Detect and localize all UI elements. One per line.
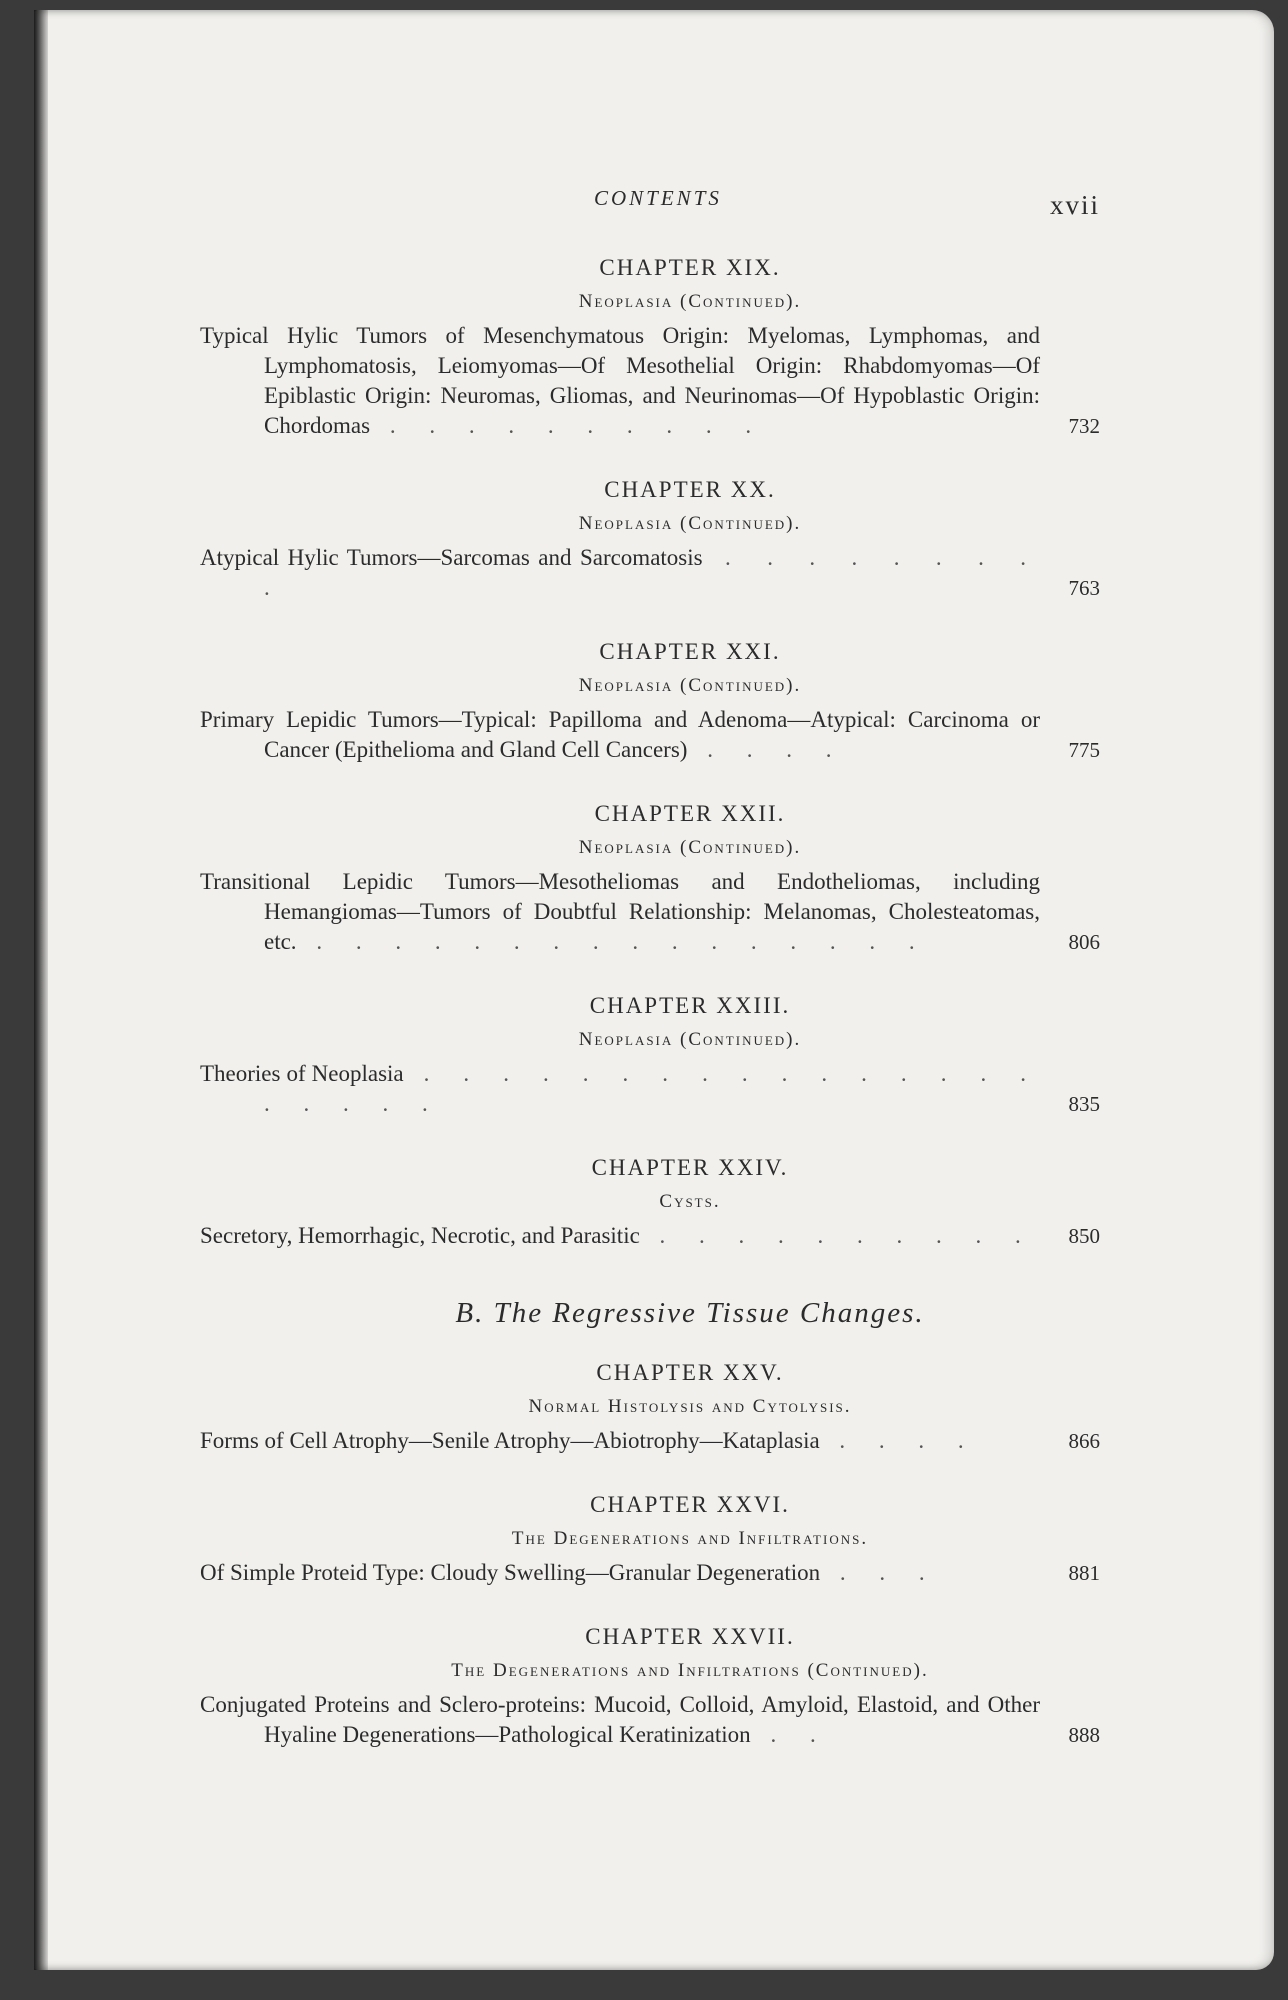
entry-text: Secretory, Hemorrhagic, Necrotic, and Parasitic <box>200 1223 640 1248</box>
chapter-subtitle: Neoplasia (Continued). <box>578 513 802 534</box>
entry-page-number: 881 <box>1068 1561 1100 1585</box>
section-heading: B. The Regressive Tissue Changes. <box>455 1297 925 1329</box>
contents-entry: Conjugated Proteins and Sclero-proteins: Mucoid, Colloid, Amyloid, Elastoid, and Other Hyaline Degenerations—Pathological Keratinization . . 888 <box>200 1690 1100 1750</box>
chapter-xx <box>200 477 1100 603</box>
entry-page-number: 775 <box>1068 738 1100 762</box>
chapter-heading: CHAPTER XIX. <box>599 255 781 280</box>
entry-text: Forms of Cell Atrophy—Senile Atrophy—Abiotrophy—Kataplasia <box>200 1428 820 1453</box>
chapter-heading: CHAPTER XXVI. <box>590 1492 790 1517</box>
chapter-subtitle: Neoplasia (Continued). <box>578 1029 802 1050</box>
running-head <box>0 186 1288 226</box>
entry-text: Of Simple Proteid Type: Cloudy Swelling—Granular Degeneration <box>200 1560 821 1585</box>
chapter-xxvi <box>200 1492 1100 1588</box>
entry-text: Transitional Lepidic Tumors—Mesotheliomas and Endotheliomas, including Hemangiomas—Tumors of Doubtful Relationship: Melanomas, Cholesteatomas, etc. <box>200 869 1040 954</box>
chapter-heading: CHAPTER XXII. <box>594 801 786 826</box>
chapter-subtitle: Neoplasia (Continued). <box>578 837 802 858</box>
chapter-heading: CHAPTER XXVII. <box>585 1624 795 1649</box>
entry-page-number: 835 <box>1068 1092 1100 1116</box>
chapter-subtitle: Neoplasia (Continued). <box>578 291 802 312</box>
entry-text: Theories of Neoplasia <box>200 1061 404 1086</box>
chapter-subtitle: Cysts. <box>659 1191 721 1212</box>
chapter-xxvii <box>200 1624 1100 1750</box>
entry-page-number: 806 <box>1068 930 1100 954</box>
contents-entry: Primary Lepidic Tumors—Typical: Papilloma and Adenoma—Atypical: Carcinoma or Cancer (Epithelioma and Gland Cell Cancers) . . . . 775 <box>200 705 1100 765</box>
entry-page-number: 888 <box>1068 1723 1100 1747</box>
running-title: CONTENTS <box>594 186 722 210</box>
chapter-xxiii <box>200 993 1100 1119</box>
chapter-xxii <box>200 801 1100 957</box>
chapter-subtitle: The Degenerations and Infiltrations (Continued). <box>451 1660 929 1681</box>
page-spine-shadow <box>34 10 48 1970</box>
chapter-heading: CHAPTER XXV. <box>596 1360 784 1385</box>
chapter-subtitle: Normal Histolysis and Cytolysis. <box>528 1396 852 1417</box>
contents-list <box>200 255 1100 1750</box>
chapter-heading: CHAPTER XXI. <box>599 639 781 664</box>
entry-text: Atypical Hylic Tumors—Sarcomas and Sarcomatosis <box>200 545 703 570</box>
contents-entry: Of Simple Proteid Type: Cloudy Swelling—Granular Degeneration . . . 881 <box>200 1558 1100 1588</box>
chapter-heading: CHAPTER XXIII. <box>589 993 791 1018</box>
chapter-heading: CHAPTER XXIV. <box>591 1155 789 1180</box>
chapter-xix <box>200 255 1100 441</box>
entry-page-number: 732 <box>1068 414 1100 438</box>
contents-entry: Forms of Cell Atrophy—Senile Atrophy—Abiotrophy—Kataplasia . . . . 866 <box>200 1426 1100 1456</box>
entry-page-number: 850 <box>1068 1224 1100 1248</box>
contents-entry: Secretory, Hemorrhagic, Necrotic, and Parasitic . . . . . . . . . . 850 <box>200 1221 1100 1251</box>
contents-entry: Transitional Lepidic Tumors—Mesotheliomas and Endotheliomas, including Hemangiomas—Tumors of Doubtful Relationship: Melanomas, Cholesteatomas, etc. . . . . . . . . . . . . . . . . 806 <box>200 867 1100 957</box>
chapter-heading: CHAPTER XX. <box>604 477 776 502</box>
chapter-xxiv <box>200 1155 1100 1251</box>
entry-text: Typical Hylic Tumors of Mesenchymatous Origin: Myelomas, Lymphomas, and Lymphomatosis, Leiomyomas—Of Mesothelial Origin: Rhabdomyomas—Of Epiblastic Origin: Neuromas, Gliomas, and Neurinomas—Of Hypoblastic Origin: Chordomas <box>200 323 1040 438</box>
page-number: xvii <box>1050 190 1101 220</box>
entry-page-number: 866 <box>1068 1429 1100 1453</box>
chapter-xxv <box>200 1360 1100 1456</box>
entry-text: Primary Lepidic Tumors—Typical: Papilloma and Adenoma—Atypical: Carcinoma or Cancer (Epithelioma and Gland Cell Cancers) <box>200 707 1040 762</box>
entry-text: Conjugated Proteins and Sclero-proteins: Mucoid, Colloid, Amyloid, Elastoid, and Other Hyaline Degenerations—Pathological Keratinization <box>200 1692 1040 1747</box>
contents-entry: Atypical Hylic Tumors—Sarcomas and Sarcomatosis . . . . . . . . . 763 <box>200 543 1100 603</box>
chapter-subtitle: The Degenerations and Infiltrations. <box>511 1528 869 1549</box>
contents-entry: Theories of Neoplasia . . . . . . . . . . . . . . . . . . . . . 835 <box>200 1059 1100 1119</box>
contents-entry: Typical Hylic Tumors of Mesenchymatous Origin: Myelomas, Lymphomas, and Lymphomatosis, Leiomyomas—Of Mesothelial Origin: Rhabdomyomas—Of Epiblastic Origin: Neuromas, Gliomas, and Neurinomas—Of Hypoblastic Origin: Chordomas . . . . . . . . . . 732 <box>200 321 1100 441</box>
chapter-subtitle: Neoplasia (Continued). <box>578 675 802 696</box>
entry-page-number: 763 <box>1068 576 1100 600</box>
chapter-xxi <box>200 639 1100 765</box>
